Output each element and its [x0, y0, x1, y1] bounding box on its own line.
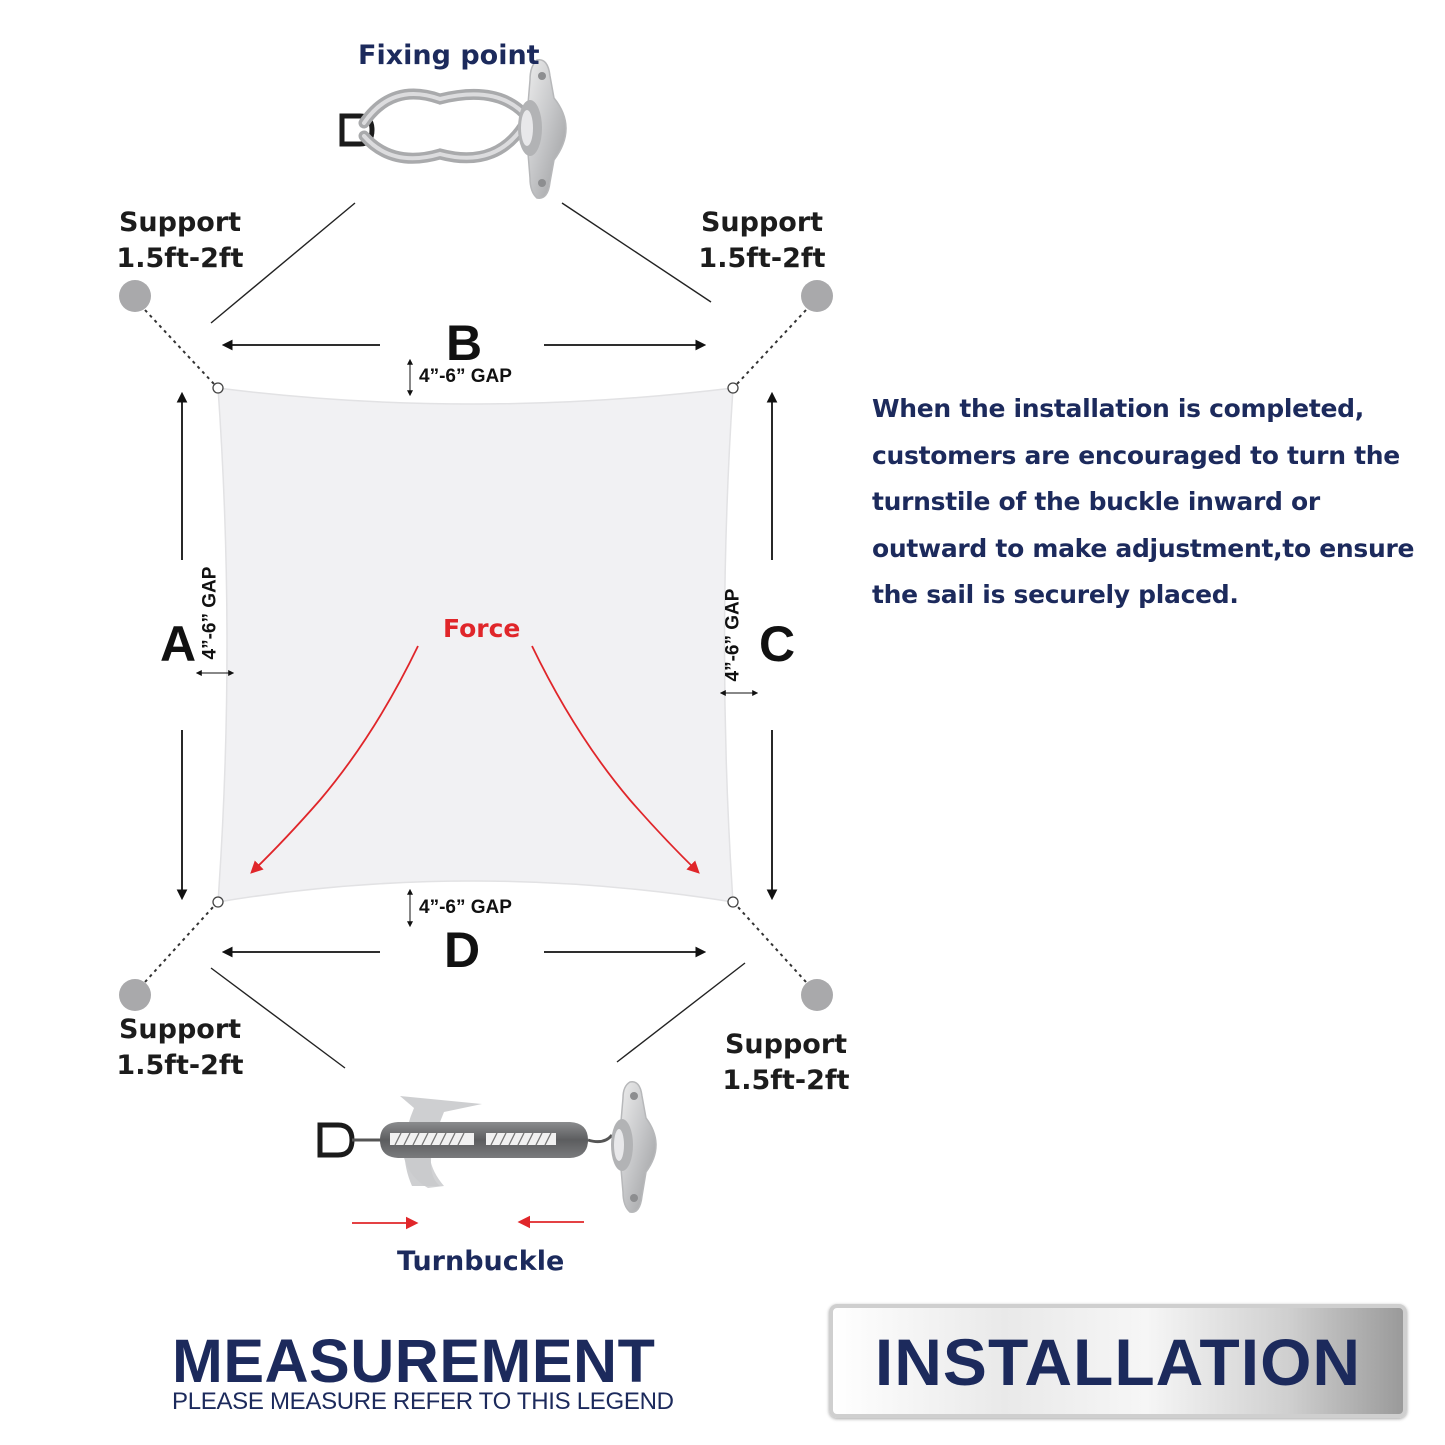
shade-sail — [218, 388, 733, 902]
gap-label-top: 4”-6” GAP — [419, 366, 512, 387]
gap-label-left: 4”-6” GAP — [199, 566, 221, 660]
support-post-top-right — [801, 280, 833, 312]
fixing-point-label: Fixing point — [358, 40, 540, 71]
corner-ring-top-right — [728, 383, 738, 393]
support-post-top-left — [119, 280, 151, 312]
rope-bottom-left — [145, 906, 214, 982]
installation-banner — [829, 1304, 1407, 1418]
rope-top-right — [737, 310, 806, 384]
measurement-subtitle: PLEASE MEASURE REFER TO THIS LEGEND — [172, 1388, 674, 1415]
side-label-d: D — [444, 922, 481, 978]
turnbuckle-hardware — [320, 1082, 656, 1212]
fixing-point-hardware — [342, 60, 566, 198]
corner-ring-bottom-left — [213, 897, 223, 907]
rope-top-left — [145, 310, 214, 384]
support-label-bottom-right: Support 1.5ft-2ft — [722, 1029, 850, 1096]
installation-label: INSTALLATION — [874, 1325, 1362, 1399]
support-post-bottom-right — [801, 979, 833, 1011]
side-label-a: A — [160, 616, 197, 672]
callout-line — [562, 203, 711, 302]
support-label-top-left: Support 1.5ft-2ft — [116, 207, 244, 274]
side-label-b: B — [446, 315, 483, 371]
side-label-c: C — [759, 616, 796, 672]
installation-instructions: When the installation is completed, customers are encouraged to turn the turnstile of the buckle inward or outward to make adjustment,to ensure the sail is securely placed. — [872, 394, 1415, 609]
support-post-bottom-left — [119, 979, 151, 1011]
gap-label-right: 4”-6” GAP — [722, 588, 744, 682]
corner-ring-top-left — [213, 383, 223, 393]
support-label-bottom-left: Support 1.5ft-2ft — [116, 1014, 244, 1081]
corner-ring-bottom-right — [728, 897, 738, 907]
rope-bottom-right — [737, 906, 806, 982]
measurement-title: MEASUREMENT — [172, 1327, 656, 1395]
support-label-top-right: Support 1.5ft-2ft — [698, 207, 826, 274]
turnbuckle-label: Turnbuckle — [397, 1246, 565, 1277]
gap-label-bottom: 4”-6” GAP — [419, 897, 512, 918]
force-label: Force — [443, 614, 521, 643]
